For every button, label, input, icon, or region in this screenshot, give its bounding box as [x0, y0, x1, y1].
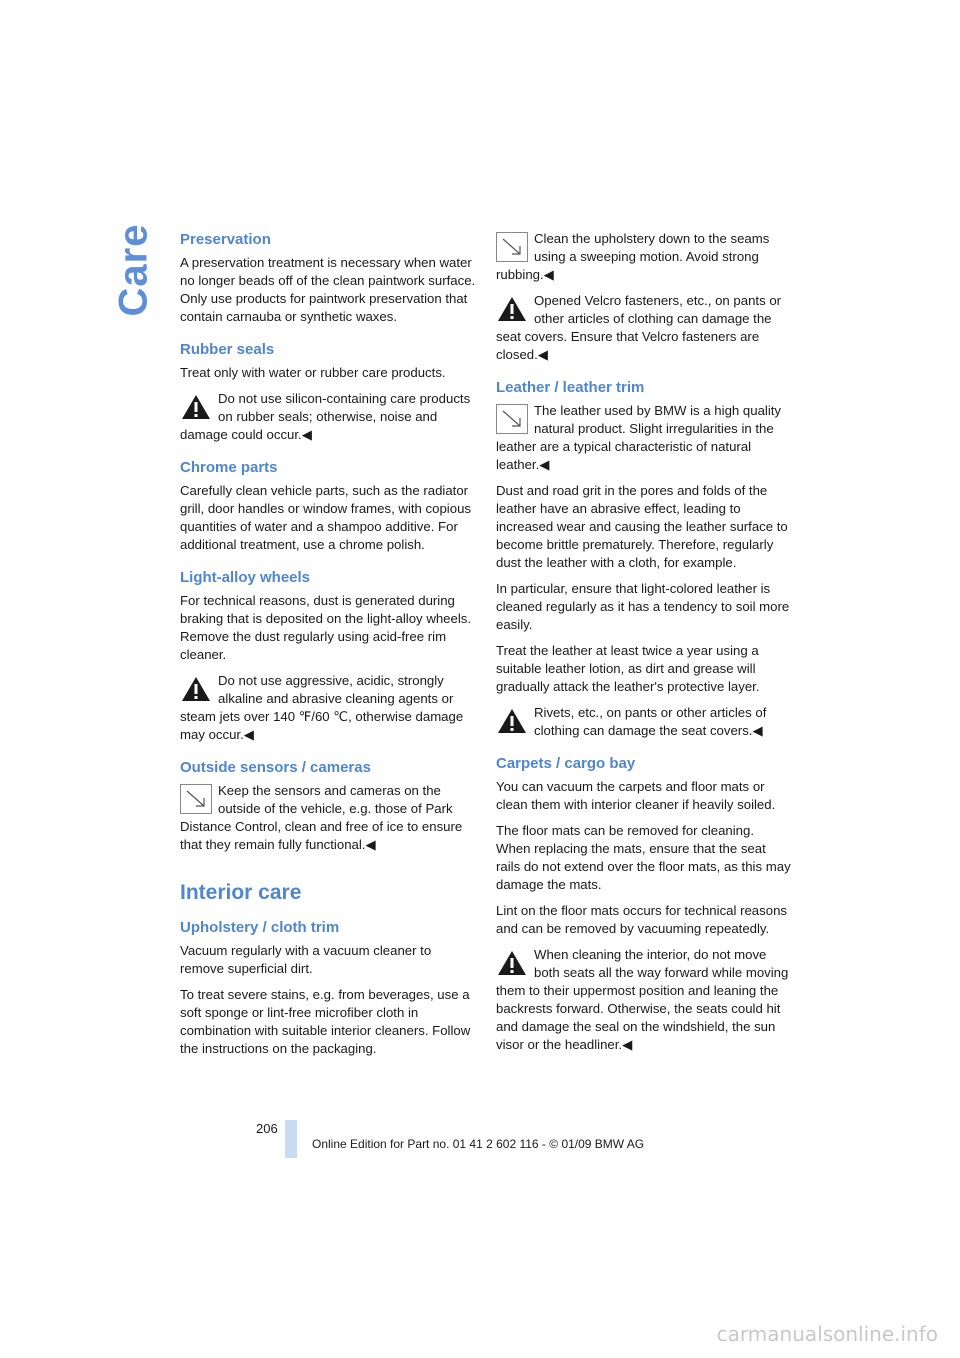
rubber-seals-warning-text: Do not use silicon-containing care products on rubber seals; otherwise, noise and damage could occur.◀ — [180, 391, 471, 442]
sensors-section — [180, 758, 476, 854]
sensors-note — [180, 782, 476, 854]
rubber-seals-warning — [180, 390, 476, 444]
warning-triangle-icon — [496, 948, 528, 978]
rubber-seals-body: Treat only with water or rubber care products. — [180, 365, 446, 380]
edition-footer: Online Edition for Part no. 01 41 2 602 116 - © 01/09 BMW AG — [312, 1137, 645, 1151]
note-arrow-icon — [496, 404, 528, 434]
velcro-warning — [496, 292, 792, 364]
preservation-body: A preservation treatment is necessary when water no longer beads off of the clean paintwork surface. Only use products for paintwork preservation that contain carnauba or synthetic waxes. — [180, 255, 476, 324]
warning-triangle-icon — [180, 392, 212, 422]
chrome-parts-section — [180, 458, 476, 554]
leather-note — [496, 402, 792, 474]
light-alloy-warning — [180, 672, 476, 744]
leather-section — [496, 378, 792, 740]
carpets-body-2: The floor mats can be removed for cleaning. When replacing the mats, ensure that the seat rails do not extend over the floor mats, as this may damage the mats. — [496, 823, 791, 892]
carpets-section — [496, 754, 792, 1054]
interior-care-heading: Interior care — [180, 881, 302, 904]
section-side-tab — [112, 225, 156, 315]
warning-triangle-icon — [180, 674, 212, 704]
upholstery-section — [180, 918, 476, 1058]
leather-body-1: Dust and road grit in the pores and folds of the leather have an abrasive effect, leading to increased wear and causing the leather surface to become brittle prematurely. Therefore, regularly dust the leather with a cloth, for example. — [496, 483, 788, 570]
note-arrow-icon — [496, 232, 528, 262]
footer-accent-bar — [285, 1120, 297, 1158]
leather-body-3: Treat the leather at least twice a year using a suitable leather lotion, as dirt and grease will gradually attack the leather's protective layer. — [496, 643, 760, 694]
watermark: carmanualsonline.info — [716, 1322, 938, 1346]
leather-warning — [496, 704, 792, 740]
interior-care-section — [180, 880, 476, 906]
preservation-heading: Preservation — [180, 231, 271, 248]
velcro-warning-text: Opened Velcro fasteners, etc., on pants or other articles of clothing can damage the seat covers. Ensure that Velcro fasteners are closed.◀ — [496, 293, 782, 362]
upholstery-note-text: Clean the upholstery down to the seams using a sweeping motion. Avoid strong rubbing.◀ — [496, 231, 770, 282]
preservation-section — [180, 230, 476, 326]
note-arrow-icon — [180, 784, 212, 814]
carpets-body-1: You can vacuum the carpets and floor mats or clean them with interior cleaner if heavily soiled. — [496, 779, 776, 812]
light-alloy-warning-text: Do not use aggressive, acidic, strongly alkaline and abrasive cleaning agents or steam jets over 140 ℉/60 ℃, otherwise damage may occur.◀ — [180, 673, 464, 742]
section-side-tab-label: Care — [111, 223, 156, 317]
left-column — [180, 230, 476, 1066]
rubber-seals-heading: Rubber seals — [180, 341, 275, 358]
carpets-warning — [496, 946, 792, 1054]
carpets-heading: Carpets / cargo bay — [496, 755, 636, 772]
upholstery-body-2: To treat severe stains, e.g. from beverages, use a soft sponge or lint-free microfiber cloth in combination with suitable interior cleaners. Follow the instructions on the packaging. — [180, 987, 471, 1056]
warning-triangle-icon — [496, 706, 528, 736]
leather-note-text: The leather used by BMW is a high quality natural product. Slight irregularities in the leather are a typical characteristic of natural leather.◀ — [496, 403, 782, 472]
carpets-body-3: Lint on the floor mats occurs for technical reasons and can be removed by vacuuming repeatedly. — [496, 903, 788, 936]
page-number: 206 — [256, 1121, 278, 1136]
upholstery-note — [496, 230, 792, 284]
warning-triangle-icon — [496, 294, 528, 324]
light-alloy-heading: Light-alloy wheels — [180, 569, 311, 586]
sensors-note-text: Keep the sensors and cameras on the outside of the vehicle, e.g. those of Park Distance Control, clean and free of ice to ensure that they remain fully functional.◀ — [180, 783, 463, 852]
light-alloy-section — [180, 568, 476, 744]
light-alloy-body: For technical reasons, dust is generated during braking that is deposited on the light-alloy wheels. Remove the dust regularly using acid-free rim cleaner. — [180, 593, 472, 662]
chrome-parts-heading: Chrome parts — [180, 459, 278, 476]
leather-warning-text: Rivets, etc., on pants or other articles of clothing can damage the seat covers.◀ — [534, 705, 767, 738]
rubber-seals-section — [180, 340, 476, 444]
leather-heading: Leather / leather trim — [496, 379, 645, 396]
upholstery-body-1: Vacuum regularly with a vacuum cleaner to remove superficial dirt. — [180, 943, 432, 976]
upholstery-heading: Upholstery / cloth trim — [180, 919, 340, 936]
carpets-warning-text: When cleaning the interior, do not move both seats all the way forward while moving them to their uppermost position and leaning the backrests forward. Otherwise, the seats could hit and damage the seal on the windshield, the sun visor or the headliner.◀ — [496, 947, 789, 1052]
chrome-parts-body: Carefully clean vehicle parts, such as the radiator grill, door handles or window frames, with copious quantities of water and a shampoo additive. For additional treatment, use a chrome polish. — [180, 483, 471, 552]
sensors-heading: Outside sensors / cameras — [180, 759, 371, 776]
leather-body-2: In particular, ensure that light-colored leather is cleaned regularly as it has a tendency to soil more easily. — [496, 581, 790, 632]
right-column — [496, 230, 792, 1062]
